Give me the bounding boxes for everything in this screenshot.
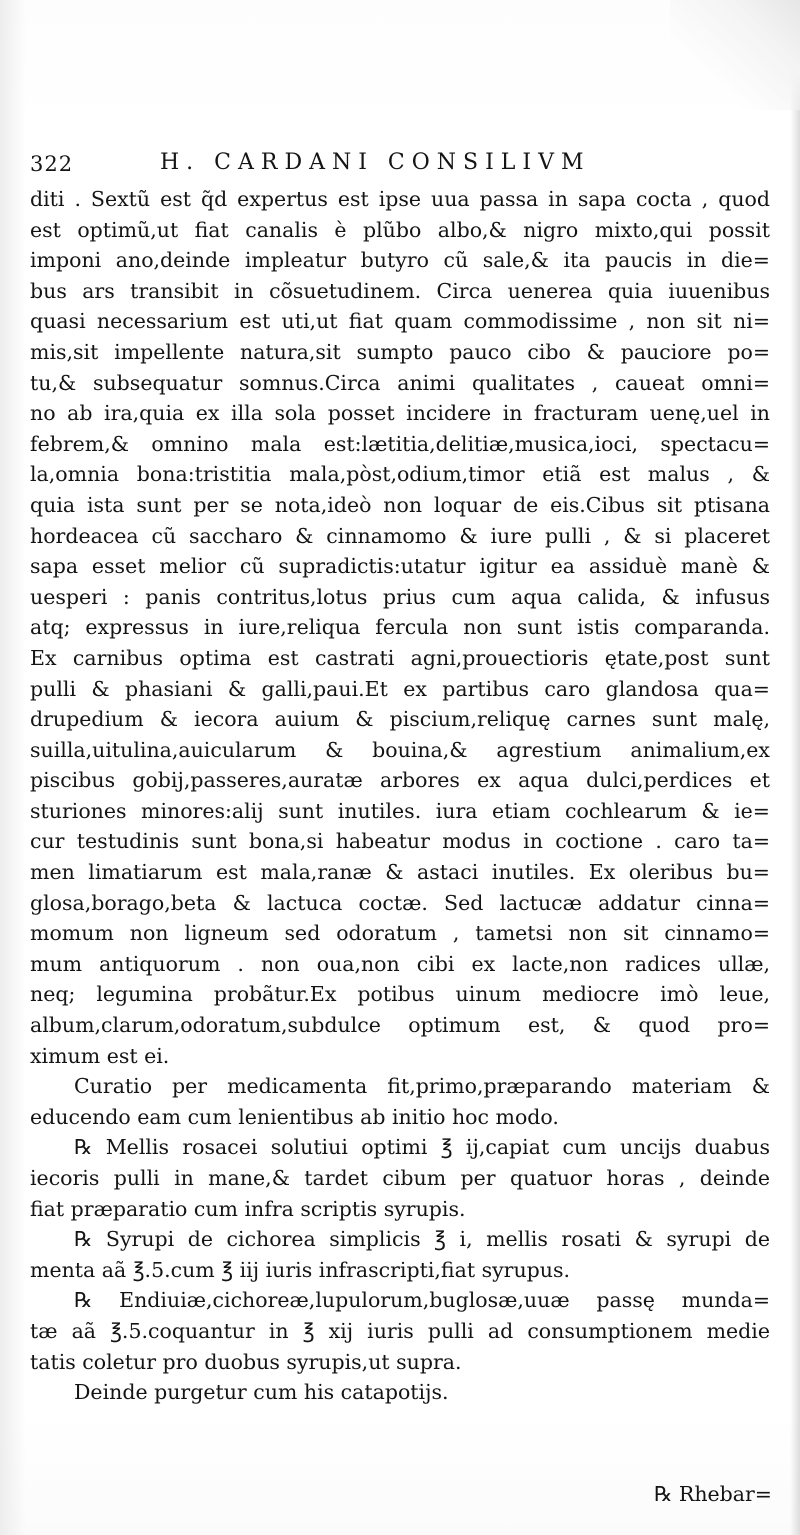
text-line: la,omnia bona:tristitia mala,pòst,odium,timor etiã est malus , & — [30, 462, 770, 487]
text-line: atq; expressus in iure,reliqua fercula non sunt istis comparanda. — [30, 615, 770, 640]
page-header — [30, 150, 770, 180]
text-line: febrem,& omnino mala est:lætitia,delitiæ,musica,ioci, spectacu= — [30, 431, 770, 456]
text-line: no ab ira,quia ex illa sola posset incidere in fracturam uenę,uel in — [30, 401, 770, 426]
text-line: momum non ligneum sed odoratum , tametsi non sit cinnamo= — [30, 921, 770, 946]
text-line: glosa,borago,beta & lactuca coctæ. Sed lactucæ addatur cinna= — [30, 890, 770, 915]
page-corner-shadow — [670, 0, 800, 110]
text-line: hordeacea cũ saccharo & cinnamomo & iure pulli , & si placeret — [30, 523, 770, 548]
text-line: educendo eam cum lenientibus ab initio hoc modo. — [30, 1104, 559, 1129]
text-line: quia ista sunt per se nota,ideò non loquar de eis.Cibus sit ptisana — [30, 492, 770, 517]
text-line: album,clarum,odoratum,subdulce optimum est, & quod pro= — [30, 1013, 770, 1038]
text-line: suilla,uitulina,auicularum & bouina,& agrestium animalium,ex — [30, 737, 770, 762]
text-line: Deinde purgetur cum his catapotijs. — [74, 1380, 449, 1405]
text-line: sapa esset melior cũ supradictis:utatur igitur ea assiduè manè & — [30, 554, 770, 579]
text-line: fiat præparatio cum infra scriptis syrupis. — [30, 1196, 466, 1221]
text-line: est optimũ,ut fiat canalis è plũbo albo,& nigro mixto,qui possit — [30, 217, 770, 242]
catchword: ℞ Rhebar= — [654, 1482, 772, 1506]
page-right-edge-shadow — [790, 0, 800, 1535]
text-line: menta aã ℥.5.cum ℥ iij iuris infrascripti,fiat syrupus. — [30, 1257, 571, 1282]
text-line: diti . Sextũ est q̃d expertus est ipse uua passa in sapa cocta , quod — [30, 187, 770, 211]
text-line: imponi ano,deinde impleatur butyro cũ sale,& ita paucis in die= — [30, 248, 770, 273]
text-line: uesperi : panis contritus,lotus prius cum aqua calida, & infusus — [30, 584, 770, 609]
text-line: mum antiquorum . non oua,non cibi ex lacte,non radices ullæ, — [30, 951, 770, 976]
text-line: Ex carnibus optima est castrati agni,prouectioris ętate,post sunt — [30, 645, 770, 670]
text-line: ℞ Mellis rosacei solutiui optimi ℥ ij,capiat cum uncijs duabus — [74, 1135, 770, 1160]
text-line: sturiones minores:alij sunt inutiles. iura etiam cochlearum & ie= — [30, 798, 770, 823]
running-head: H. CARDANI CONSILIVM — [160, 150, 591, 175]
text-line: ℞ Endiuiæ,cichoreæ,lupulorum,buglosæ,uuæ passę munda= — [74, 1288, 770, 1313]
page-left-edge-shadow — [0, 0, 26, 1535]
text-line: Curatio per medicamenta fit,primo,præparando materiam & — [74, 1074, 770, 1099]
text-line: neq; legumina probãtur.Ex potibus uinum mediocre imò leue, — [30, 982, 770, 1007]
text-line: piscibus gobij,passeres,auratæ arbores ex aqua dulci,perdices et — [30, 768, 770, 793]
text-line: ℞ Syrupi de cichorea simplicis ℥ i, mellis rosati & syrupi de — [74, 1227, 770, 1252]
text-line: cur testudinis sunt bona,si habeatur modus in coctione . caro ta= — [30, 829, 770, 854]
text-line: men limatiarum est mala,ranæ & astaci inutiles. Ex oleribus bu= — [30, 860, 770, 885]
page-number: 322 — [30, 152, 74, 176]
text-line: mis,sit impellente natura,sit sumpto pauco cibo & pauciore po= — [30, 339, 770, 364]
text-line: pulli & phasiani & galli,paui.Et ex partibus caro glandosa qua= — [30, 676, 770, 701]
text-line: ximum est ei. — [30, 1043, 170, 1068]
text-line: quasi necessarium est uti,ut fiat quam commodissime , non sit ni= — [30, 309, 770, 334]
body-text — [30, 184, 770, 1408]
text-line: tu,& subsequatur somnus.Circa animi qualitates , caueat omni= — [30, 370, 770, 395]
text-line: drupedium & iecora auium & piscium,reliquę carnes sunt malę, — [30, 707, 770, 732]
text-line: tatis coletur pro duobus syrupis,ut supra. — [30, 1349, 462, 1374]
text-line: bus ars transibit in cõsuetudinem. Circa uenerea quia iuuenibus — [30, 278, 770, 303]
text-line: iecoris pulli in mane,& tardet cibum per quatuor horas , deinde — [30, 1166, 770, 1190]
text-line: tæ aã ℥.5.coquantur in ℥ xij iuris pulli ad consumptionem medie — [30, 1318, 770, 1343]
